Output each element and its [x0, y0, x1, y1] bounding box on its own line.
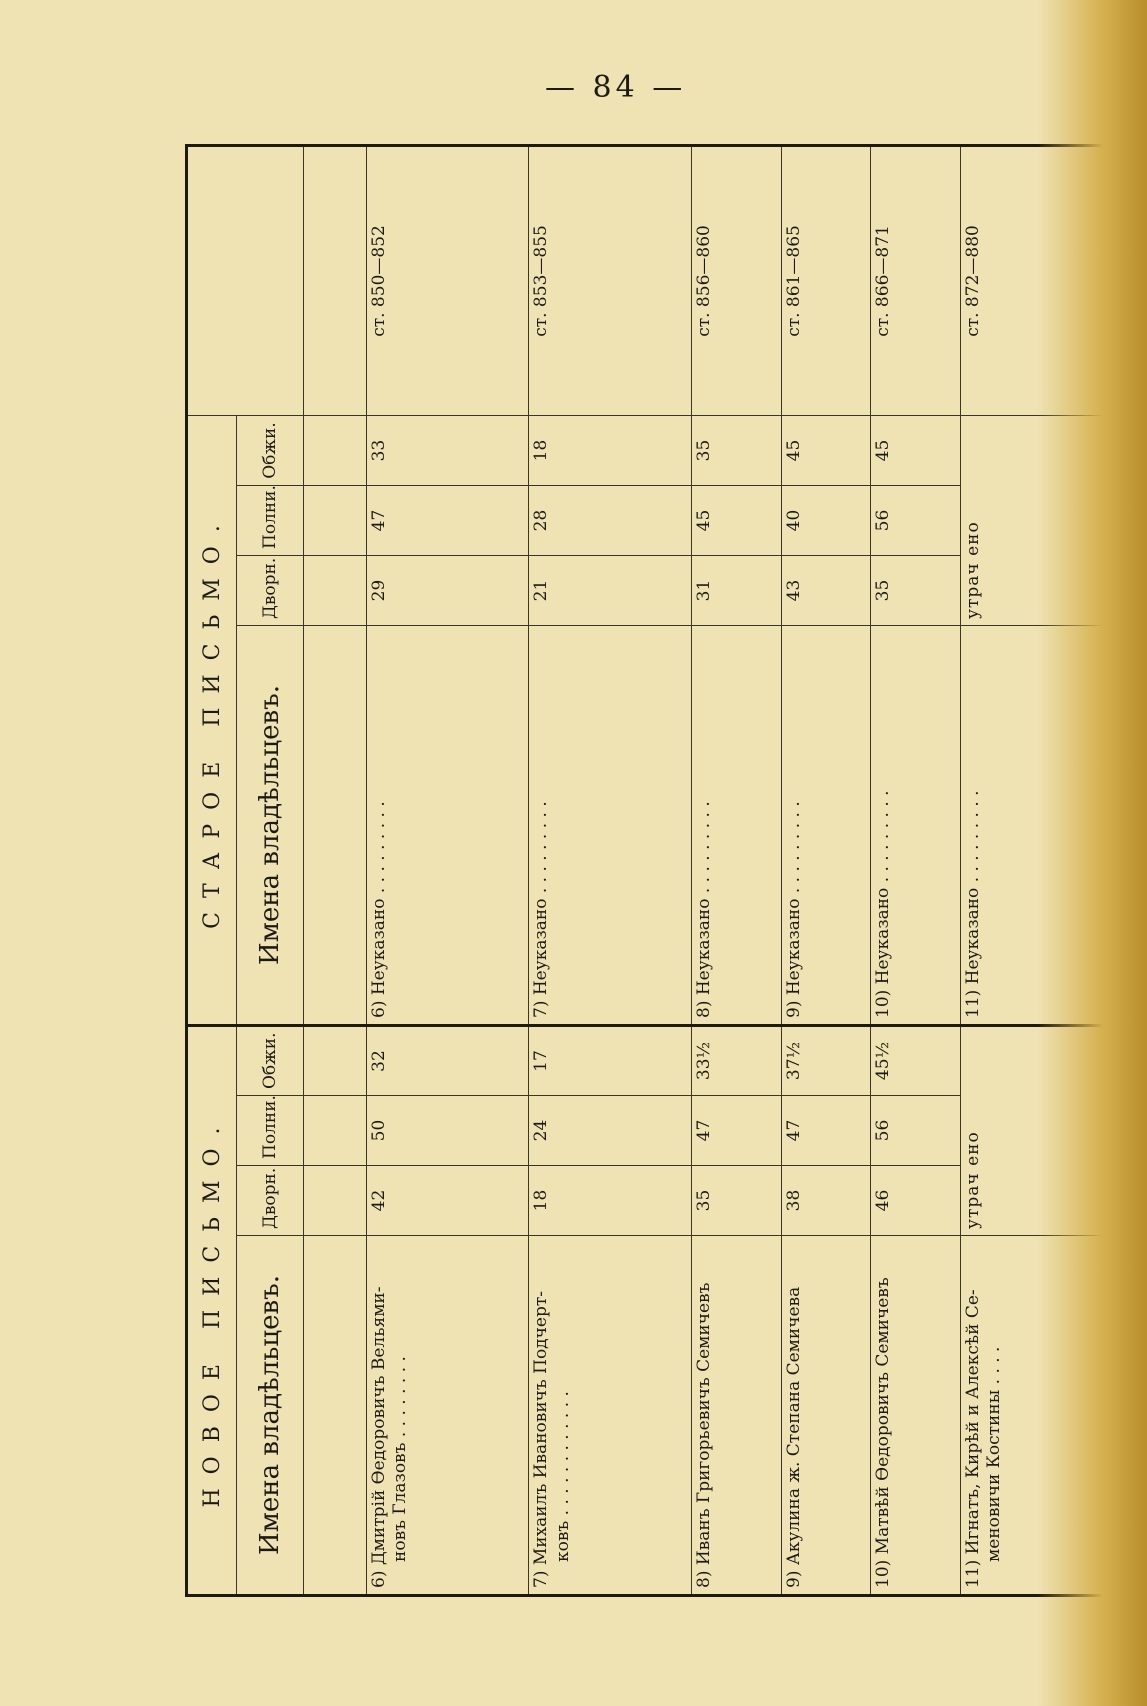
new-owner-name: 9) Акулина ж. Степана Семичева [781, 1236, 871, 1596]
old-dvorn-header: Дворн. [237, 556, 304, 626]
old-dvorn-value: 35 [871, 556, 961, 626]
new-polni-value: 47 [781, 1096, 871, 1166]
old-obzhi-value: 45 [871, 415, 961, 485]
old-owner-name: 8) Неуказано . . . . . . . . . [691, 626, 781, 1026]
new-dvorn-value: 42 [367, 1166, 529, 1236]
old-polni-value: 40 [781, 486, 871, 556]
new-polni-value: 50 [367, 1096, 529, 1166]
new-obzhi-value: 32 [367, 1026, 529, 1096]
new-obzhi-value: 33½ [691, 1026, 781, 1096]
new-owner-name: 8) Иванъ Григорьевичъ Семичевъ [691, 1236, 781, 1596]
new-lost-note: утрач ено [961, 1026, 1123, 1236]
new-polni-value: 24 [529, 1096, 691, 1166]
old-obzhi-value: 33 [367, 415, 529, 485]
new-owner-name: 10) Матвѣй Ѳедоровичъ Семичевъ [871, 1236, 961, 1596]
source-reference: ст. 872—880 [961, 145, 1123, 415]
old-polni-header: Полни. [237, 486, 304, 556]
old-polni-value: 56 [871, 486, 961, 556]
new-names-header: Имена владѣльцевъ. [237, 1236, 304, 1596]
old-obzhi-header: Обжи. [237, 415, 304, 485]
new-section-title: НОВОЕ ПИСЬМО. [187, 1026, 237, 1596]
old-polni-value: 47 [367, 486, 529, 556]
new-dvorn-header: Дворн. [237, 1166, 304, 1236]
old-obzhi-value: 18 [529, 415, 691, 485]
spacer-row [304, 145, 367, 1595]
new-polni-header: Полни. [237, 1096, 304, 1166]
old-dvorn-value: 21 [529, 556, 691, 626]
old-dvorn-value: 31 [691, 556, 781, 626]
new-obzhi-value: 45½ [871, 1026, 961, 1096]
source-reference: ст. 850—852 [367, 145, 529, 415]
old-obzhi-value: 35 [691, 415, 781, 485]
old-owner-name: 6) Неуказано . . . . . . . . . [367, 626, 529, 1026]
new-dvorn-value: 38 [781, 1166, 871, 1236]
table-row [529, 145, 691, 1595]
new-polni-value: 47 [691, 1096, 781, 1166]
ref-header [187, 145, 304, 415]
old-lost-note: утрач ено [961, 415, 1123, 625]
source-reference: ст. 866—871 [871, 145, 961, 415]
page-number: — 84 — [545, 70, 687, 105]
table-row [781, 145, 871, 1595]
new-obzhi-value: 37½ [781, 1026, 871, 1096]
old-polni-value: 28 [529, 486, 691, 556]
old-owner-name: 9) Неуказано . . . . . . . . . [781, 626, 871, 1026]
old-dvorn-value: 43 [781, 556, 871, 626]
table-row [691, 145, 781, 1595]
new-obzhi-header: Обжи. [237, 1026, 304, 1096]
new-dvorn-value: 46 [871, 1166, 961, 1236]
old-names-header: Имена владѣльцевъ. [237, 626, 304, 1026]
new-polni-value: 56 [871, 1096, 961, 1166]
source-reference: ст. 861—865 [781, 145, 871, 415]
rotated-table-wrapper [185, 147, 1145, 1597]
old-polni-value: 45 [691, 486, 781, 556]
old-obzhi-value: 45 [781, 415, 871, 485]
old-owner-name: 10) Неуказано . . . . . . . . . [871, 626, 961, 1026]
new-dvorn-value: 35 [691, 1166, 781, 1236]
new-dvorn-value: 18 [529, 1166, 691, 1236]
new-owner-name: 11) Игнатъ, Кирѣй и Алексѣй Се- меновичи Костины . . . . [961, 1236, 1123, 1596]
new-obzhi-value: 17 [529, 1026, 691, 1096]
table-row [871, 145, 961, 1595]
old-owner-name: 11) Неуказано . . . . . . . . . [961, 626, 1123, 1026]
table-row [367, 145, 529, 1595]
old-section-title: СТАРОЕ ПИСЬМО. [187, 415, 237, 1025]
new-owner-name: 7) Михаилъ Ивановичъ Подчерт- ковъ . . . . . . . . . . . . [529, 1236, 691, 1596]
source-reference: ст. 856—860 [691, 145, 781, 415]
source-reference: ст. 853—855 [529, 145, 691, 415]
land-register-table [185, 144, 1145, 1597]
new-owner-name: 6) Дмитрій Ѳедоровичъ Вельями- новъ Глазовъ . . . . . . . . [367, 1236, 529, 1596]
old-owner-name: 7) Неуказано . . . . . . . . . [529, 626, 691, 1026]
old-dvorn-value: 29 [367, 556, 529, 626]
page-edge-shadow [1037, 0, 1147, 1706]
